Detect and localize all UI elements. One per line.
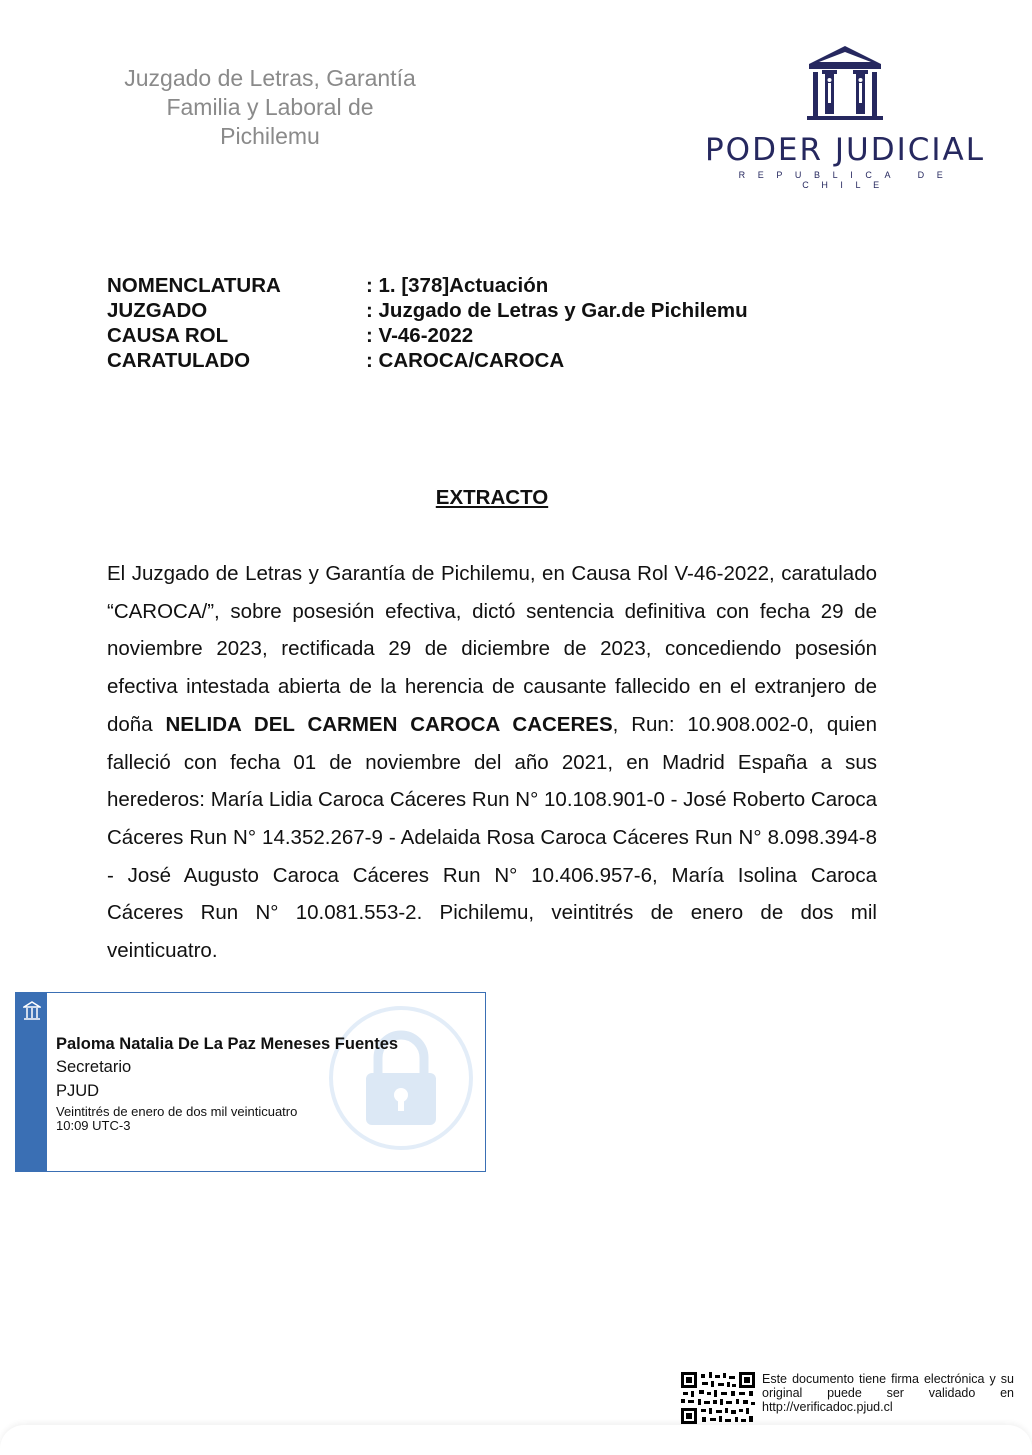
meta-key: NOMENCLATURA bbox=[107, 274, 281, 297]
meta-value: : V-46-2022 bbox=[366, 324, 474, 347]
meta-key: JUZGADO bbox=[107, 299, 208, 322]
deceased-name: NELIDA DEL CARMEN CAROCA CACERES bbox=[165, 712, 613, 736]
meta-row-nomenclatura bbox=[107, 273, 748, 298]
court-header-line3: Pichilemu bbox=[220, 123, 320, 149]
signature-stripe bbox=[16, 993, 47, 1171]
meta-row-caratulado bbox=[107, 348, 748, 373]
signature-timestamp bbox=[56, 1105, 297, 1133]
meta-row-causa-rol bbox=[107, 323, 748, 348]
page-bottom-edge bbox=[0, 1425, 1032, 1455]
meta-value: : Juzgado de Letras y Gar.de Pichilemu bbox=[366, 299, 748, 322]
electronic-signature-box bbox=[15, 992, 486, 1172]
court-header bbox=[100, 64, 440, 151]
document-title: EXTRACTO bbox=[435, 486, 549, 509]
poder-judicial-logo bbox=[700, 44, 990, 190]
meta-key: CARATULADO bbox=[107, 349, 251, 372]
body-text-part2: , Run: 10.908.002-0, quien falleció con fecha 01 de noviembre del año 2021, en Madrid España a sus herederos: María Lidia Caroca Cáceres Run N° 10.108.901-0 - José Roberto Caroca Cáceres Run N° 14.352.267-9 - Adelaida Rosa Caroca Cáceres Run N° 8.098.394-8 - José Augusto Caroca Cáceres Run N° 10.406.957-6, María Isolina Caroca Cáceres Run N° 10.081.553-2. Pichilemu, veintitrés de enero de dos mil veinticuatro. bbox=[107, 712, 877, 963]
signature-date: Veintitrés de enero de dos mil veinticuatro bbox=[56, 1104, 298, 1119]
meta-value: : 1. [378]Actuación bbox=[366, 274, 549, 297]
lock-icon bbox=[326, 1003, 476, 1153]
court-header-line1: Juzgado de Letras, Garantía bbox=[124, 65, 416, 91]
logo-subtitle: REPUBLICA DE CHILE bbox=[738, 170, 956, 190]
court-header-line2: Familia y Laboral de bbox=[166, 94, 374, 120]
case-metadata bbox=[107, 273, 748, 373]
signer-role: Secretario bbox=[56, 1058, 132, 1076]
courthouse-icon bbox=[805, 44, 885, 122]
signer-organization: PJUD bbox=[56, 1082, 100, 1100]
body-paragraph bbox=[107, 555, 877, 970]
meta-value: : CAROCA/CAROCA bbox=[366, 349, 565, 372]
courthouse-icon bbox=[23, 1001, 41, 1021]
meta-key: CAUSA ROL bbox=[107, 324, 229, 347]
signer-name: Paloma Natalia De La Paz Meneses Fuentes bbox=[56, 1035, 399, 1053]
body-text-part1: El Juzgado de Letras y Garantía de Pichilemu, en Causa Rol V-46-2022, caratulado “CAROCA/”, sobre posesión efectiva, dictó sentencia definitiva con fecha 29 de noviembre 2023, rectificada 29 de diciembre de 2023, concediendo posesión efectiva intestada abierta de la herencia de causante fallecido en el extranjero de doña bbox=[107, 562, 877, 736]
meta-row-juzgado bbox=[107, 298, 748, 323]
verification-note: Este documento tiene firma electrónica y su original puede ser validado en http://verificadoc.pjud.cl bbox=[762, 1372, 1014, 1414]
logo-title: PODER JUDICIAL bbox=[704, 132, 986, 168]
signature-time: 10:09 UTC-3 bbox=[56, 1118, 131, 1133]
qr-code-icon[interactable] bbox=[681, 1372, 755, 1424]
